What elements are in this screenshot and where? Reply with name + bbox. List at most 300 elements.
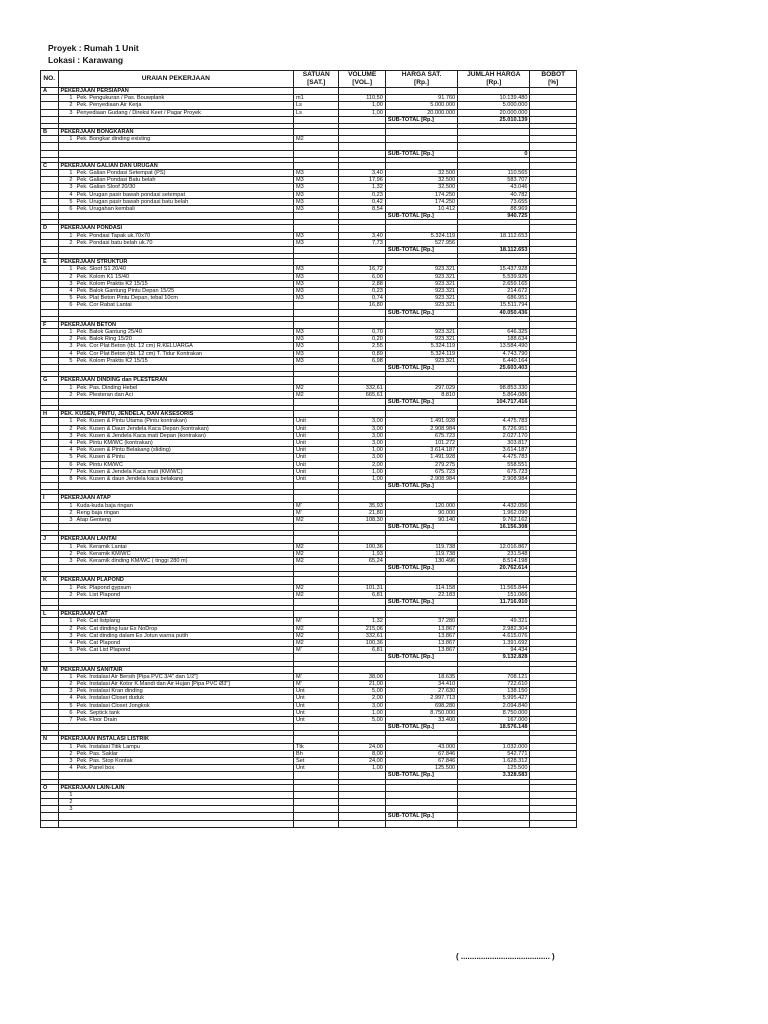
item-jumlah [458,799,530,806]
empty-cell [294,736,339,743]
section-title: PEKERJAAN BETON [58,321,293,328]
table-row [41,806,577,813]
item-satuan: Ls [294,109,339,116]
subtotal-value: 940.725 [458,213,530,220]
item-satuan: M3 [294,350,339,357]
item-harga [385,799,457,806]
item-volume: 17,96 [339,177,385,184]
empty-cell [339,772,385,779]
header-no: NO. [41,71,59,88]
item-number: 1 [69,266,73,273]
item-jumlah: 1.628.312 [458,758,530,765]
item-jumlah: 558.551 [458,461,530,468]
item-satuan: Ls [294,102,339,109]
subtotal-row [41,524,577,531]
table-row [41,391,577,398]
item-description [58,750,293,757]
item-text: Pek. Kolom Praktis K2 15/15 [76,280,148,287]
item-bobot [530,447,577,454]
empty-cell [58,483,293,490]
header-bobot: BOBOT [%] [530,71,577,88]
item-description [58,454,293,461]
item-jumlah: 2.094.840 [458,702,530,709]
empty-cell [294,365,339,372]
item-satuan: Unit [294,475,339,482]
table-row [41,765,577,772]
empty-cell [294,259,339,266]
empty-cell [41,702,59,709]
table-row [41,336,577,343]
item-description [58,468,293,475]
item-harga [385,136,457,143]
item-harga: 923.321 [385,273,457,280]
item-text: Pek. Keramik KM/WC [76,550,131,557]
item-text: Pek. Kusen & Pintu Utama (Pintu kontrakan) [76,418,187,425]
empty-cell [294,162,339,169]
empty-cell [530,598,577,605]
section-header-row [41,162,577,169]
item-bobot [530,799,577,806]
empty-cell [530,213,577,220]
lokasi-label: Lokasi : [48,55,81,65]
item-volume [339,799,385,806]
item-bobot [530,806,577,813]
empty-cell [41,483,59,490]
item-text: Pek. Cat dinding dalam Ex Jotun warna putih [76,632,189,639]
table-row [41,550,577,557]
item-bobot [530,591,577,598]
item-bobot [530,717,577,724]
section-header-row [41,88,577,95]
item-harga: 13.867 [385,647,457,654]
item-text: Pek. Balok Gantung 25/40 [76,329,142,336]
subtotal-row [41,772,577,779]
table-body [41,88,577,828]
section-code: K [41,577,59,584]
empty-cell [58,724,293,731]
empty-cell [41,673,59,680]
item-number: 1 [69,232,73,239]
empty-cell [294,150,339,157]
item-harga: 32.500 [385,177,457,184]
item-text: Pek. Pas. Dinding Hebel [76,384,138,391]
table-row [41,557,577,564]
empty-cell [458,411,530,418]
item-volume: 24,00 [339,758,385,765]
empty-cell [339,213,385,220]
empty-cell [530,813,577,820]
item-number: 6 [69,302,73,309]
table-row [41,640,577,647]
table-row [41,717,577,724]
item-satuan: Unit [294,461,339,468]
item-bobot [530,475,577,482]
item-number: 3 [69,280,73,287]
item-description [58,681,293,688]
item-bobot [530,184,577,191]
empty-cell [41,184,59,191]
item-description [58,475,293,482]
empty-cell [530,88,577,95]
table-row [41,584,577,591]
empty-cell [530,565,577,572]
empty-cell [530,162,577,169]
item-jumlah: 10.139.480 [458,95,530,102]
item-text: Pek. Kusen & Jendela Kaca mati (KM/WC) [76,468,183,475]
item-number: 5 [69,198,73,205]
empty-cell [385,411,457,418]
item-satuan: M3 [294,198,339,205]
item-jumlah: 88.969 [458,206,530,213]
item-number: 2 [69,336,73,343]
item-number: 4 [69,640,73,646]
section-title: PEKERJAAN PLAPOND [58,577,293,584]
empty-cell [41,813,59,820]
item-description [58,102,293,109]
item-number: 7 [69,717,73,724]
item-number: 6 [69,709,73,716]
item-description [58,439,293,446]
item-volume: 21,00 [339,681,385,688]
item-description [58,350,293,357]
item-number: 4 [69,350,73,357]
table-row [41,206,577,213]
empty-cell [530,225,577,232]
empty-cell [41,336,59,343]
item-harga: 923.321 [385,336,457,343]
item-number: 7 [69,468,73,475]
empty-cell [530,524,577,531]
item-jumlah: 4.475.783 [458,454,530,461]
item-number: 1 [69,618,73,625]
item-text: Pek. Keramik dinding KM/WC ( tinggi 280 m) [76,557,188,564]
table-row [41,273,577,280]
item-bobot [530,750,577,757]
empty-cell [294,225,339,232]
empty-cell [294,116,339,123]
item-description [58,198,293,205]
empty-cell [339,129,385,136]
subtotal-value: 0 [458,150,530,157]
item-harga: 8.810 [385,391,457,398]
empty-cell [385,162,457,169]
item-bobot [530,647,577,654]
item-harga: 67.846 [385,758,457,765]
empty-cell [41,475,59,482]
empty-cell [294,724,339,731]
item-description [58,647,293,654]
item-number: 6 [69,461,73,468]
item-harga: 297.029 [385,384,457,391]
empty-cell [385,495,457,502]
item-harga: 2.908.984 [385,475,457,482]
section-title: PEKERJAAN SANITAIR [58,666,293,673]
item-jumlah: 4.432.056 [458,502,530,509]
table-row [41,791,577,798]
empty-cell [41,177,59,184]
empty-cell [58,524,293,531]
empty-cell [58,150,293,157]
empty-cell [41,647,59,654]
empty-cell [339,150,385,157]
empty-cell [41,724,59,731]
item-jumlah: 8.514.198 [458,557,530,564]
empty-cell [41,239,59,246]
item-description [58,109,293,116]
empty-cell [458,225,530,232]
empty-cell [530,129,577,136]
empty-cell [41,565,59,572]
item-jumlah: 722.610 [458,681,530,688]
item-description [58,184,293,191]
item-text: Pek. Plat Beton Pintu Depan, tebal 10cm [76,295,178,302]
item-satuan: M2 [294,136,339,143]
item-harga: 675.723 [385,468,457,475]
item-number: 3 [69,343,73,350]
item-harga [385,806,457,813]
item-description [58,765,293,772]
item-volume: 1,00 [339,765,385,772]
table-row [41,343,577,350]
item-description [58,177,293,184]
item-bobot [530,295,577,302]
empty-cell [530,247,577,254]
empty-cell [58,398,293,405]
section-code: O [41,784,59,791]
item-description [58,418,293,425]
item-satuan: M3 [294,336,339,343]
item-text: Pek. Pengukuran / Pas. Bouwplank [76,95,165,102]
table-row [41,632,577,639]
item-satuan: M3 [294,280,339,287]
item-volume: 38,00 [339,673,385,680]
item-volume: 0,23 [339,288,385,295]
item-satuan: M3 [294,329,339,336]
boq-table [40,70,577,828]
empty-cell [41,550,59,557]
item-jumlah: 5.000.000 [458,102,530,109]
item-jumlah: 49.321 [458,618,530,625]
item-satuan: M3 [294,266,339,273]
item-satuan: m1 [294,95,339,102]
item-satuan: M2 [294,557,339,564]
item-text: Pek. Septick tank [76,709,120,716]
section-code: M [41,666,59,673]
item-volume: 2,00 [339,461,385,468]
item-volume: 3,00 [339,454,385,461]
item-volume: 3,40 [339,170,385,177]
section-header-row [41,129,577,136]
item-volume: 101,31 [339,584,385,591]
item-text: Pek. Pas. Saklar [76,750,118,757]
empty-cell [41,461,59,468]
table-row [41,647,577,654]
item-bobot [530,709,577,716]
item-volume: 1,00 [339,709,385,716]
empty-cell [41,170,59,177]
blank-cell [41,820,59,827]
item-jumlah [458,791,530,798]
empty-cell [385,129,457,136]
subtotal-row [41,598,577,605]
item-harga: 923.321 [385,288,457,295]
empty-cell [41,357,59,364]
item-description [58,709,293,716]
item-text: Pek. Kusen & Pintu [76,454,125,461]
empty-cell [41,288,59,295]
subtotal-row [41,565,577,572]
item-jumlah: 2.982.304 [458,625,530,632]
item-description [58,502,293,509]
item-number: 4 [69,765,73,772]
empty-cell [339,611,385,618]
empty-cell [41,509,59,516]
subtotal-value: 25.603.403 [458,365,530,372]
empty-cell [339,116,385,123]
table-row [41,681,577,688]
item-number: 2 [69,625,73,632]
item-satuan: M3 [294,177,339,184]
item-description [58,618,293,625]
item-bobot [530,302,577,309]
item-bobot [530,625,577,632]
empty-cell [339,654,385,661]
item-text: Pek. Balok Gantung Pintu Depan 15/25 [76,288,175,295]
empty-cell [339,736,385,743]
empty-cell [41,557,59,564]
proyek-label: Proyek : [48,43,82,53]
item-satuan [294,302,339,309]
header-satuan: SATUAN [SAT.] [294,71,339,88]
item-volume: 2,00 [339,695,385,702]
item-number: 1 [69,384,73,391]
table-row [41,109,577,116]
item-description [58,806,293,813]
empty-cell [294,611,339,618]
empty-cell [41,213,59,220]
item-number: 1 [69,329,73,336]
item-jumlah: 125.500 [458,765,530,772]
subtotal-value: 11.716.910 [458,598,530,605]
item-number: 3 [69,758,73,765]
item-bobot [530,384,577,391]
item-harga: 1.491.928 [385,454,457,461]
section-title: PEKERJAAN PONDASI [58,225,293,232]
item-text: Pek. Kusen & Daun Jendela Kaca Depan (kontrakan) [76,425,209,432]
item-bobot [530,681,577,688]
subtotal-value: 20.762.614 [458,565,530,572]
empty-cell [41,543,59,550]
item-volume: 1,00 [339,102,385,109]
subtotal-label: SUB-TOTAL [Rp.] [385,524,457,531]
empty-cell [41,432,59,439]
empty-cell [530,536,577,543]
subtotal-row [41,724,577,731]
empty-cell [41,709,59,716]
item-jumlah: 675.723 [458,468,530,475]
item-jumlah: 3.614.187 [458,447,530,454]
item-harga: 13.867 [385,640,457,647]
item-number: 1 [69,418,73,425]
item-volume: 8,54 [339,206,385,213]
item-bobot [530,550,577,557]
item-bobot [530,791,577,798]
item-text: Pek. Instalasi Titik Lampu [76,743,140,750]
item-bobot [530,232,577,239]
signature-line: ( ........................................ ) [456,952,555,961]
item-harga: 130.496 [385,557,457,564]
item-bobot [530,502,577,509]
item-satuan: M3 [294,191,339,198]
empty-cell [41,302,59,309]
item-bobot [530,439,577,446]
item-jumlah: 12.016.867 [458,543,530,550]
item-description [58,461,293,468]
item-number: 5 [69,357,73,364]
empty-cell [41,232,59,239]
item-jumlah: 5.539.926 [458,273,530,280]
item-number: 2 [69,509,73,516]
subtotal-label: SUB-TOTAL [Rp.] [385,483,457,490]
empty-cell [58,365,293,372]
item-bobot [530,198,577,205]
item-bobot [530,280,577,287]
empty-cell [41,439,59,446]
item-bobot [530,688,577,695]
empty-cell [41,717,59,724]
table-row [41,102,577,109]
subtotal-label: SUB-TOTAL [Rp.] [385,654,457,661]
item-volume: 332,61 [339,384,385,391]
section-code: N [41,736,59,743]
item-jumlah: 8.750.000 [458,709,530,716]
empty-cell [294,654,339,661]
item-volume: 110,50 [339,95,385,102]
item-number: 3 [69,688,73,695]
item-satuan: M2 [294,543,339,550]
item-harga: 119.738 [385,543,457,550]
item-harga: 527.956 [385,239,457,246]
section-header-row [41,259,577,266]
item-bobot [530,557,577,564]
empty-cell [530,483,577,490]
item-bobot [530,336,577,343]
table-row [41,184,577,191]
empty-cell [385,666,457,673]
item-jumlah: 9.762.162 [458,516,530,523]
empty-cell [339,813,385,820]
empty-cell [294,772,339,779]
item-text: Reng baja ringan [76,509,120,516]
empty-cell [530,611,577,618]
empty-cell [385,611,457,618]
item-number: 1 [69,543,73,550]
item-text: Pek. Cat listplang [76,618,121,625]
empty-cell [530,116,577,123]
table-row [41,439,577,446]
subtotal-value: 16.156.308 [458,524,530,531]
item-text: Pek. Kolom Praktis K2 15/15 [76,357,148,364]
empty-cell [294,784,339,791]
item-volume: 65,24 [339,557,385,564]
item-bobot [530,95,577,102]
table-row [41,673,577,680]
empty-cell [41,468,59,475]
empty-cell [385,577,457,584]
subtotal-value: 104.717.416 [458,398,530,405]
item-number: 3 [69,432,73,439]
empty-cell [41,791,59,798]
